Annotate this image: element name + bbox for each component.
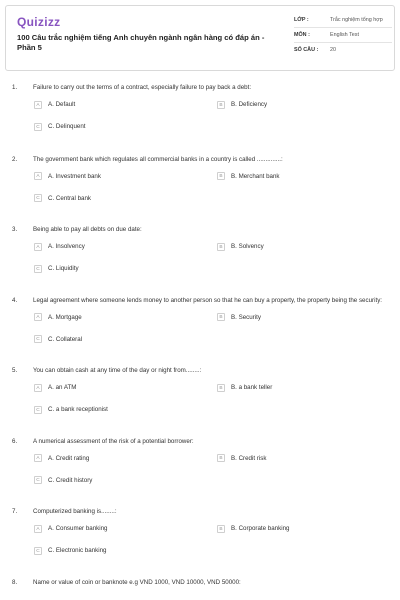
option-text: A. Investment bank [48, 172, 101, 180]
option-text: B. a bank teller [231, 384, 273, 391]
question-number: 6. [12, 437, 18, 445]
question-number: 5. [12, 367, 18, 374]
answer-option[interactable] [34, 243, 85, 251]
meta-key: LỚP : [294, 17, 309, 23]
answer-option[interactable] [34, 265, 79, 273]
option-letter-box: A [34, 384, 42, 392]
answer-option[interactable] [34, 313, 82, 321]
answer-option[interactable] [217, 172, 280, 180]
answer-options [33, 243, 392, 283]
answer-option[interactable] [217, 454, 266, 462]
question-item [12, 156, 392, 213]
question-line [12, 579, 392, 588]
option-letter-box: C [34, 476, 42, 484]
meta-row-count [294, 43, 392, 57]
question-item [12, 579, 392, 588]
answer-option[interactable] [34, 547, 106, 555]
question-line [12, 156, 392, 165]
answer-options [33, 313, 392, 353]
option-text: A. an ATM [48, 384, 77, 391]
meta-key: MÔN : [294, 32, 310, 38]
option-text: B. Deficiency [231, 101, 268, 108]
option-letter-box: B [217, 525, 225, 533]
worksheet-header [5, 5, 395, 71]
option-letter-box: C [34, 406, 42, 414]
answer-option[interactable] [34, 525, 108, 533]
option-text: C. Liquidity [48, 265, 79, 272]
option-letter-box: A [34, 172, 42, 180]
question-text: The government bank which regulates all commercial banks in a country is called ..............: [33, 155, 283, 163]
question-line [12, 226, 392, 235]
question-number: 3. [12, 226, 18, 233]
answer-option[interactable] [34, 454, 89, 462]
worksheet-title: 100 Câu trắc nghiệm tiếng Anh chuyên ngành ngân hàng có đáp án - Phần 5 [17, 33, 265, 52]
question-text: Legal agreement where someone lends money to another person so that he can buy a property, the property being the security: [33, 296, 383, 304]
option-letter-box: C [34, 335, 42, 343]
question-text: Failure to carry out the terms of a contract, especially failure to pay back a debt: [33, 84, 252, 91]
answer-option[interactable] [34, 335, 82, 343]
option-text: C. Credit history [48, 476, 93, 484]
question-line [12, 367, 392, 376]
question-text: Being able to pay all debts on due date: [33, 226, 142, 233]
answer-option[interactable] [34, 172, 101, 180]
answer-option[interactable] [34, 123, 86, 131]
question-item [12, 84, 392, 141]
option-letter-box: A [34, 101, 42, 109]
question-line [12, 84, 392, 93]
answer-option[interactable] [217, 243, 264, 251]
answer-option[interactable] [34, 476, 92, 484]
option-text: C. a bank receptionist [48, 406, 108, 413]
question-list [0, 84, 400, 587]
option-letter-box: C [34, 265, 42, 273]
question-item [12, 367, 392, 424]
answer-option[interactable] [34, 406, 108, 414]
option-letter-box: B [217, 313, 225, 321]
meta-row-class [294, 13, 392, 28]
option-letter-box: A [34, 454, 42, 462]
option-text: B. Merchant bank [231, 172, 280, 180]
option-text: A. Insolvency [48, 243, 85, 250]
question-line [12, 297, 392, 306]
answer-option[interactable] [34, 194, 91, 202]
option-text: B. Security [231, 313, 261, 321]
option-letter-box: B [217, 101, 225, 109]
answer-option[interactable] [217, 525, 289, 533]
answer-option[interactable] [217, 313, 261, 321]
question-number: 1. [12, 84, 18, 91]
answer-options [33, 454, 392, 494]
option-text: A. Default [48, 101, 76, 108]
option-letter-box: C [34, 194, 42, 202]
option-letter-box: A [34, 525, 42, 533]
answer-option[interactable] [217, 101, 267, 109]
question-line [12, 438, 392, 447]
meta-key: SỐ CÂU : [294, 47, 319, 53]
option-letter-box: B [217, 243, 225, 251]
answer-options [33, 101, 392, 141]
question-text: Name or value of coin or banknote e.g VND 1000, VND 10000, VND 50000: [33, 578, 241, 586]
option-letter-box: A [34, 243, 42, 251]
option-letter-box: B [217, 454, 225, 462]
answer-option[interactable] [217, 384, 272, 392]
option-letter-box: C [34, 547, 42, 555]
option-text: A. Mortgage [48, 313, 82, 321]
option-letter-box: B [217, 172, 225, 180]
option-letter-box: A [34, 313, 42, 321]
question-item [12, 226, 392, 283]
question-number: 2. [12, 155, 18, 163]
answer-options [33, 172, 392, 212]
question-item [12, 297, 392, 354]
option-text: C. Collateral [48, 335, 83, 343]
meta-value: Trắc nghiệm tổng hợp [330, 17, 383, 23]
option-text: B. Solvency [231, 243, 264, 250]
question-item [12, 508, 392, 565]
option-letter-box: B [217, 384, 225, 392]
worksheet-meta [294, 13, 392, 57]
option-text: B. Credit risk [231, 454, 267, 462]
question-text: A numerical assessment of the risk of a potential borrower: [33, 437, 194, 445]
question-line [12, 508, 392, 517]
answer-option[interactable] [34, 101, 75, 109]
option-letter-box: C [34, 123, 42, 131]
meta-value: English Test [330, 32, 359, 38]
answer-options [33, 525, 392, 565]
answer-options [33, 384, 392, 424]
option-text: C. Central bank [48, 194, 91, 202]
quizizz-logo[interactable]: Quizizz [17, 15, 61, 29]
question-number: 7. [12, 508, 18, 515]
option-text: A. Credit rating [48, 454, 90, 462]
question-text: You can obtain cash at any time of the day or night from........: [33, 367, 202, 374]
option-text: C. Electronic banking [48, 547, 107, 554]
question-item [12, 438, 392, 495]
option-text: A. Consumer banking [48, 525, 108, 532]
answer-option[interactable] [34, 384, 76, 392]
option-text: C. Delinquent [48, 123, 86, 130]
question-number: 4. [12, 296, 18, 304]
question-text: Computerized banking is........: [33, 508, 117, 515]
meta-value: 20 [330, 47, 336, 53]
meta-row-subject [294, 28, 392, 43]
question-number: 8. [12, 578, 18, 586]
option-text: B. Corporate banking [231, 525, 290, 532]
